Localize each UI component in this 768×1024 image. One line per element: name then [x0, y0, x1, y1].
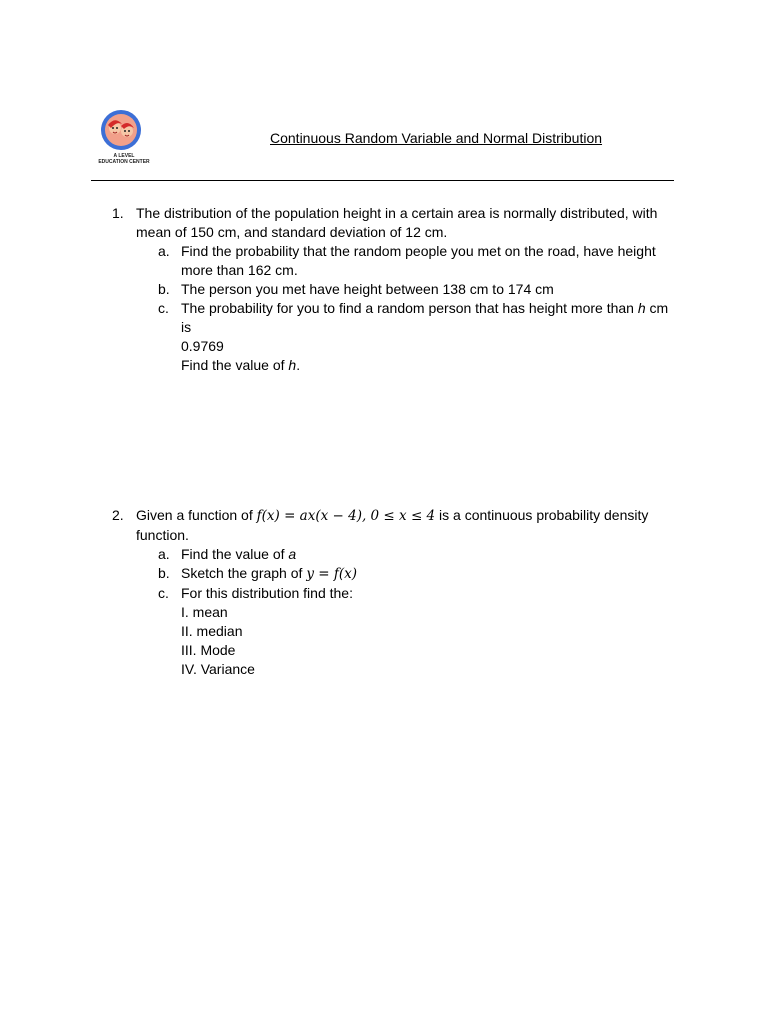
sub-question-text: Find the probability that the random people you met on the road, have height: [181, 243, 656, 259]
sub-question-text: [181, 356, 682, 375]
sub-question-text: 0.9769: [181, 338, 224, 354]
variable-a: a: [288, 546, 297, 562]
text-segment: The probability for you to find a random person that has height more than: [181, 300, 638, 316]
sub-question-a: [158, 545, 682, 564]
question-2: [112, 506, 682, 679]
sub-question-letter: a.: [158, 243, 170, 259]
text-segment: Sketch the graph of: [181, 565, 307, 581]
sub-question-letter: c.: [158, 300, 169, 316]
question-number: 2.: [112, 507, 124, 523]
list-item: II. median: [181, 623, 243, 639]
text-segment: is a continuous probability density: [435, 507, 649, 523]
question-stem-line: mean of 150 cm, and standard deviation of 12 cm.: [136, 224, 448, 240]
logo-emblem-icon: [95, 106, 153, 154]
sub-question-text: [181, 545, 682, 564]
logo: [95, 106, 153, 168]
text-segment: Find the value of: [181, 357, 289, 373]
sub-question-b: [158, 564, 682, 584]
sub-question-c: [158, 299, 682, 375]
question-stem-line: function.: [136, 527, 189, 543]
text-segment: Find the value of: [181, 546, 289, 562]
question-stem-line: The distribution of the population height in a certain area is normally distributed, with: [136, 205, 658, 221]
page-title: Continuous Random Variable and Normal Distribution: [270, 130, 603, 146]
list-item: IV. Variance: [181, 661, 255, 677]
text-segment: cm is: [181, 300, 669, 335]
sub-question-letter: b.: [158, 281, 170, 297]
sub-question-b: [158, 280, 682, 299]
logo-text-line1: A LEVEL: [113, 153, 135, 159]
question-stem-line: [136, 506, 682, 526]
sub-question-text: [181, 564, 682, 584]
sub-question-letter: c.: [158, 585, 169, 601]
variable-h: h: [288, 357, 297, 373]
sub-question-a: [158, 242, 682, 280]
variable-h: h: [637, 300, 646, 316]
sub-question-text: The person you met have height between 138 cm to 174 cm: [181, 281, 554, 297]
sub-question-text: [181, 299, 682, 337]
graph-expression: y = f(x): [306, 566, 357, 582]
list-item: I. mean: [181, 604, 228, 620]
question-1: [112, 204, 682, 375]
text-segment: .: [296, 357, 301, 373]
logo-text-line2: EDUCATION CENTER: [98, 159, 150, 165]
sub-question-letter: a.: [158, 546, 170, 562]
function-expression: f(x) = ax(x − 4), 0 ≤ x ≤ 4: [256, 508, 436, 524]
sub-question-letter: b.: [158, 565, 170, 581]
text-segment: Given a function of: [136, 507, 257, 523]
question-number: 1.: [112, 205, 124, 221]
sub-question-text: more than 162 cm.: [181, 262, 298, 278]
list-item: III. Mode: [181, 642, 236, 658]
sub-question-c: [158, 584, 682, 679]
header-divider: [91, 180, 674, 181]
sub-question-text: For this distribution find the:: [181, 585, 353, 601]
